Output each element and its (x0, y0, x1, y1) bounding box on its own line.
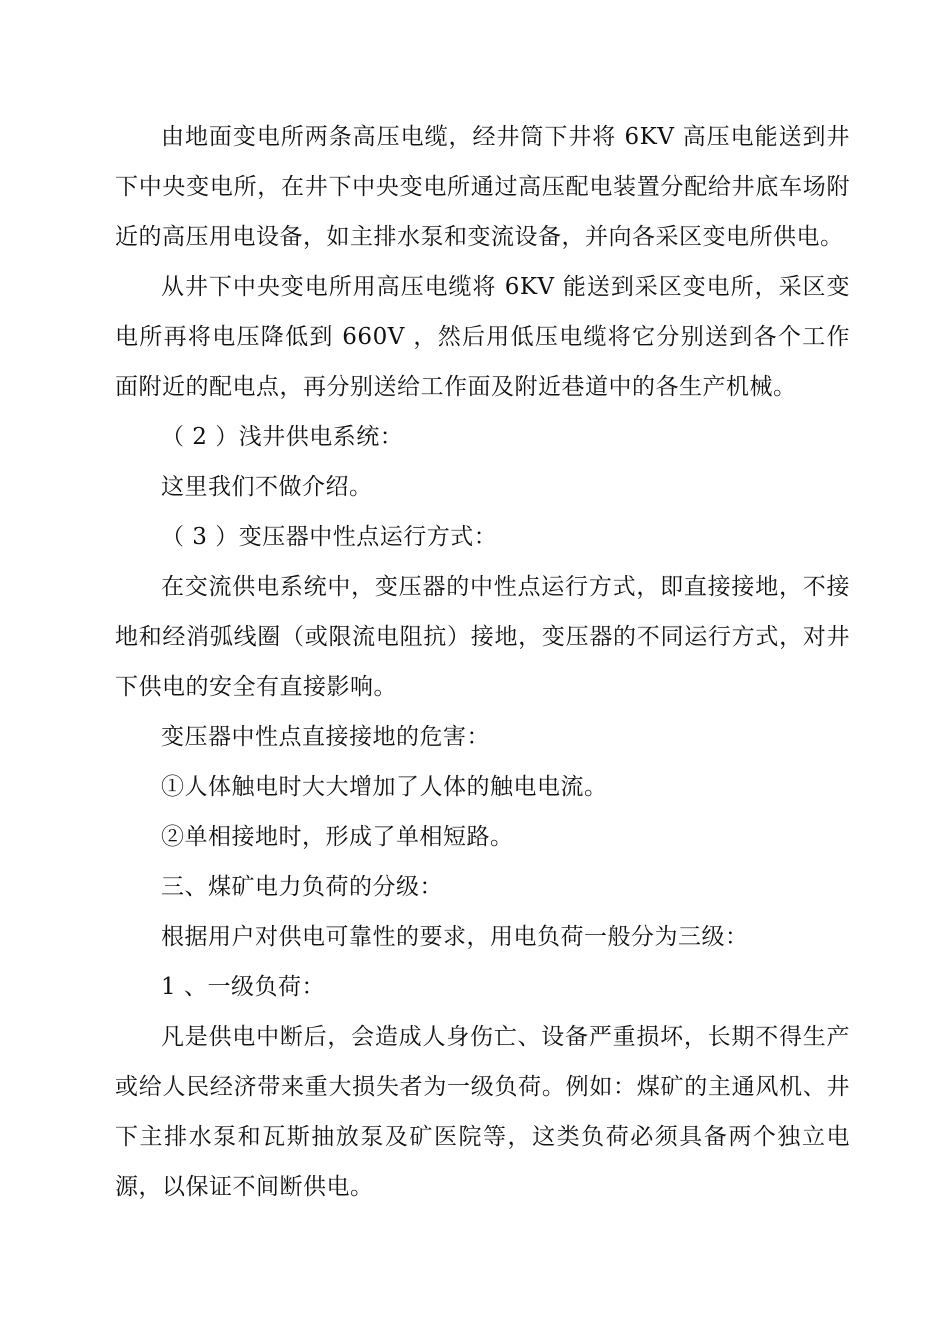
heading-neutral-point-operation: （ 3 ）变压器中性点运行方式： (161, 524, 498, 550)
paragraph-underground-hv-supply: 由地面变电所两条高压电缆，经井筒下井将 6KV 高压电能送到井下中央变电所，在井下中央变电所通过高压配电装置分配给井底车场附近的高压用电设备，如主排水泵和变流设备，并向各采区变电所供电。 (115, 124, 850, 250)
paragraph-no-introduction: 这里我们不做介绍。 (161, 474, 373, 500)
paragraph-first-class-load-definition: 凡是供电中断后，会造成人身伤亡、设备严重损坏，长期不得生产或给人民经济带来重大损失者为一级负荷。例如：煤矿的主通风机、井下主排水泵和瓦斯抽放泵及矿医院等，这类负荷必须具备两个独立电源，以保证不间断供电。 (115, 1024, 850, 1200)
document-body (115, 112, 850, 1212)
list-item-hazard-2: ②单相接地时，形成了单相短路。 (161, 824, 514, 850)
heading-first-class-load: 1 、一级负荷： (161, 974, 325, 1000)
paragraph-load-levels-intro: 根据用户对供电可靠性的要求，用电负荷一般分为三级： (161, 924, 749, 950)
heading-grounding-hazards: 变压器中性点直接接地的危害： (161, 724, 490, 750)
section-heading-load-classification: 三、煤矿电力负荷的分级： (161, 874, 443, 900)
paragraph-mining-district-supply: 从井下中央变电所用高压电缆将 6KV 能送到采区变电所，采区变电所再将电压降低到 660V ，然后用低压电缆将它分别送到各个工作面附近的配电点，再分别送给工作面及附近巷道中的各生产机械。 (115, 274, 850, 400)
paragraph-neutral-point-modes: 在交流供电系统中，变压器的中性点运行方式，即直接接地，不接地和经消弧线圈（或限流电阻抗）接地，变压器的不同运行方式，对井下供电的安全有直接影响。 (115, 574, 850, 700)
list-item-hazard-1: ①人体触电时大大增加了人体的触电电流。 (161, 774, 608, 800)
heading-shallow-well-supply: （ 2 ）浅井供电系统： (161, 424, 404, 450)
